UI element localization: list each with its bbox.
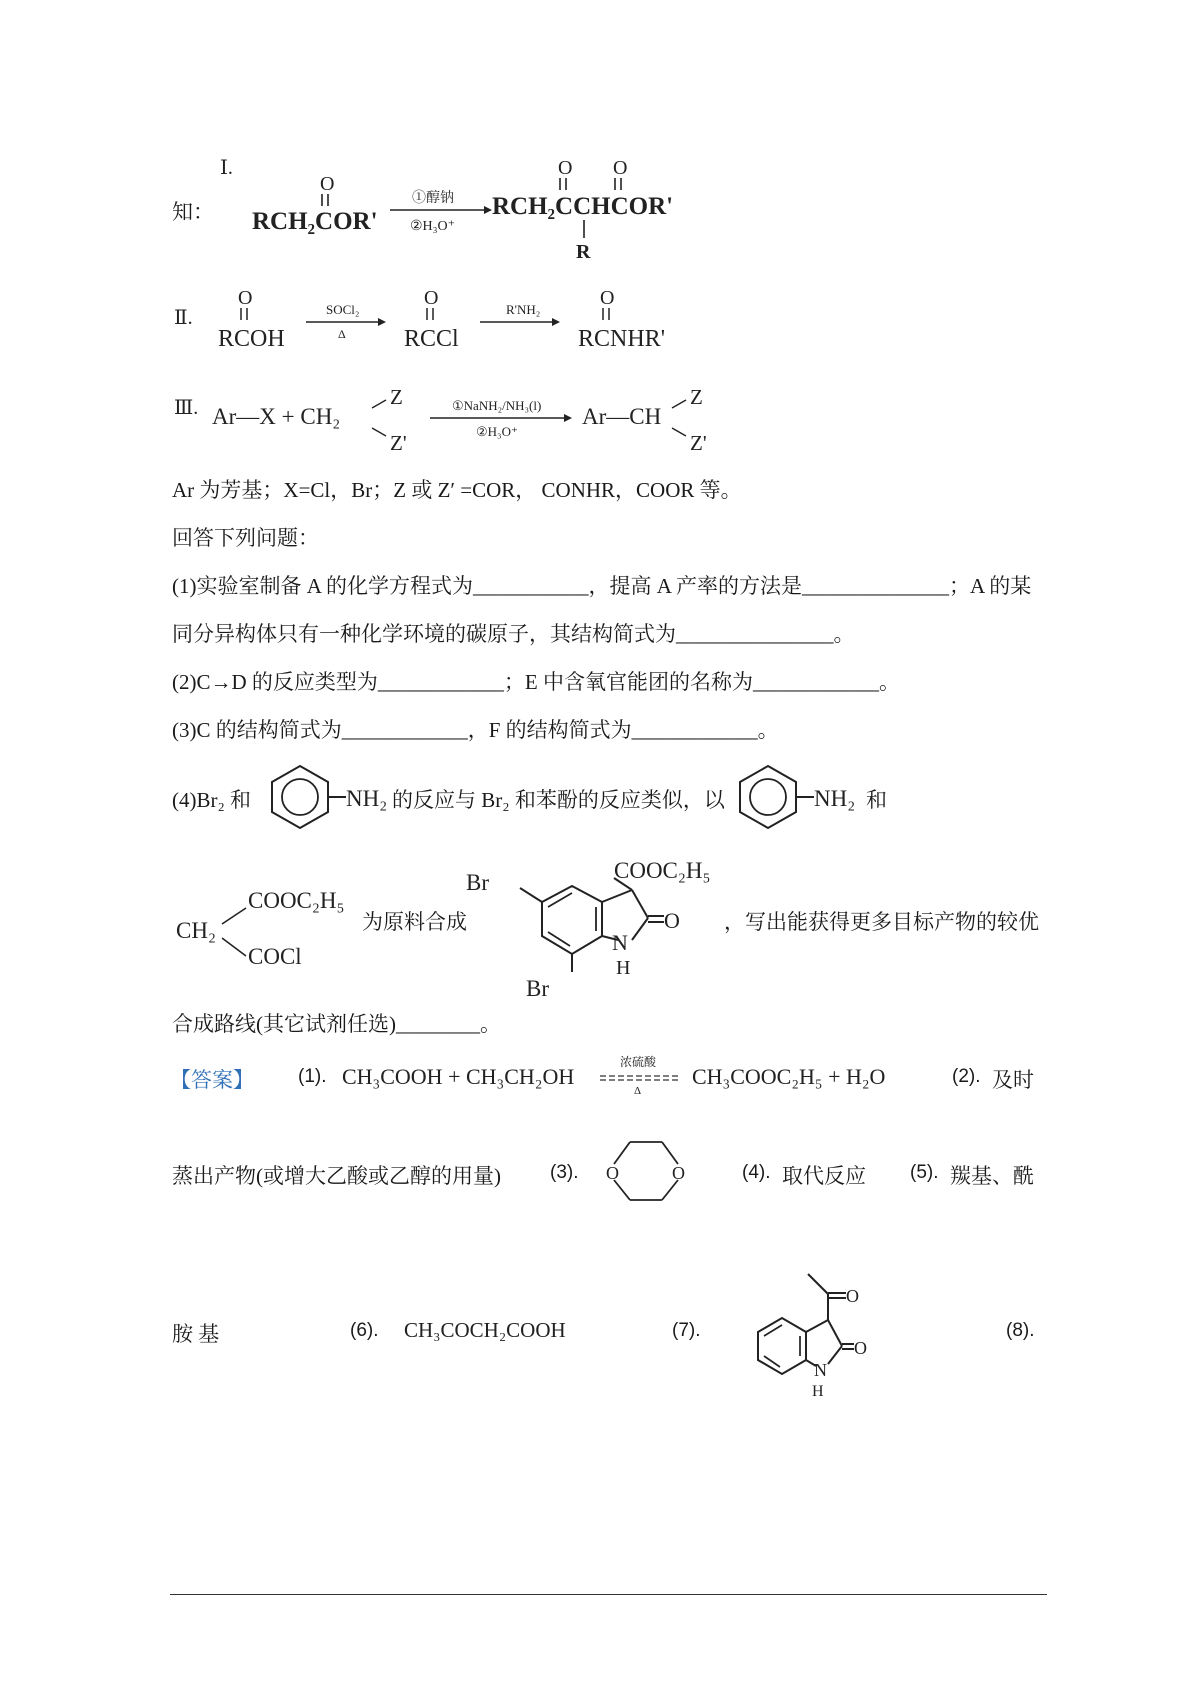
- r3-z2: Z': [390, 431, 407, 455]
- r1-num: Ⅰ.: [220, 157, 233, 179]
- r3-z4: Z': [690, 431, 707, 455]
- reaction-3: [172, 378, 742, 458]
- target-o-label: O: [664, 908, 680, 933]
- r2-amide: RCNHR': [578, 326, 666, 352]
- answer-5-number: (5).: [910, 1162, 939, 1183]
- known-note: Ar 为芳基；X=Cl，Br；Z 或 Z′ =COR， CONHR，COOR 等。: [172, 478, 742, 502]
- aniline-2-nh2-label: NH₂: [814, 786, 856, 811]
- r2-cond2: R'NH₂: [506, 302, 541, 317]
- r1-product: RCH₂CCHCOR': [492, 193, 674, 220]
- answer-1-number: (1).: [298, 1066, 327, 1087]
- ethyl-malonyl-chloride-structure: [176, 880, 366, 974]
- r1-cond-top: ①醇钠: [412, 191, 454, 206]
- dioxane-structure: [600, 1136, 696, 1206]
- malonate-ch2-label: CH₂: [176, 918, 216, 943]
- question-1-line-1: (1)实验室制备 A 的化学方程式为___________，提高 A 产率的方法是______________；A 的某: [172, 574, 1032, 598]
- r1-product-sub: R: [576, 241, 591, 263]
- r3-num: Ⅲ.: [174, 397, 199, 419]
- question-4-part-a: (4)Br₂ 和: [172, 788, 252, 812]
- acetyl-oxindole-o-ring: O: [854, 1338, 867, 1358]
- r3-z3: Z: [690, 385, 703, 409]
- question-4-line-3: 合成路线(其它试剂任选)________。: [172, 1012, 501, 1036]
- footer-rule: [170, 1594, 1047, 1595]
- question-2: (2)C→D 的反应类型为____________；E 中含氧官能团的名称为____________。: [172, 670, 900, 694]
- answer-2-number: (2).: [952, 1066, 981, 1087]
- r3-rhs: Ar—CH: [582, 404, 662, 429]
- r1-reactant: RCH₂COR': [252, 208, 378, 235]
- malonate-top-label: COOC₂H₅: [248, 888, 345, 913]
- acetyl-oxindole-o-acetyl: O: [846, 1286, 859, 1306]
- questions-intro: 回答下列问题：: [172, 526, 319, 550]
- svg-text:O: O: [320, 173, 335, 195]
- dioxane-o-right: O: [672, 1163, 685, 1183]
- r2-cond1: SOCl₂: [326, 302, 360, 317]
- answer-7-number: (7).: [672, 1320, 701, 1341]
- question-1-line-2: 同分异构体只有一种化学环境的碳原子，其结构简式为_______________。: [172, 622, 855, 646]
- malonate-bottom-label: COCl: [248, 944, 302, 969]
- answer-1-cond-bottom: Δ: [634, 1085, 642, 1097]
- answer-5-text-line-1: 羰基、酰: [950, 1164, 1034, 1188]
- answer-5-text-line-2: 胺 基: [172, 1322, 220, 1346]
- svg-text:O: O: [613, 157, 628, 179]
- acetyl-oxindole-h-label: H: [812, 1383, 824, 1400]
- answer-2-text-line-1: 及时: [992, 1068, 1034, 1092]
- r2-acid: RCOH: [218, 326, 285, 352]
- r2-cond1-bottom: Δ: [338, 327, 346, 341]
- target-h-label: H: [616, 957, 631, 979]
- answer-6-number: (6).: [350, 1320, 379, 1341]
- svg-text:O: O: [424, 287, 439, 309]
- aniline-structure-2: [730, 762, 870, 832]
- answer-4-number: (4).: [742, 1162, 771, 1183]
- aniline-structure: [262, 762, 392, 832]
- answer-3-number: (3).: [550, 1162, 579, 1183]
- r3-z: Z: [390, 385, 403, 409]
- answer-6-text: CH₃COCH₂COOH: [404, 1318, 566, 1342]
- r1-cond-bottom: ②H₃O⁺: [410, 219, 456, 234]
- question-4-part-d: 为原料合成: [362, 910, 467, 934]
- reaction-1: [218, 150, 698, 270]
- answer-1-cond-top: 浓硫酸: [620, 1055, 657, 1069]
- dioxane-o-left: O: [606, 1163, 619, 1183]
- question-4-part-b: 的反应与 Br₂ 和苯酚的反应类似，以: [392, 788, 725, 812]
- target-br-top: Br: [466, 870, 489, 895]
- svg-text:O: O: [238, 287, 253, 309]
- target-br-bottom: Br: [526, 976, 549, 1000]
- acetyl-oxindole-n-label: N: [814, 1360, 827, 1380]
- answer-8-number: (8).: [1006, 1320, 1035, 1341]
- r2-chloride: RCCl: [404, 326, 459, 352]
- target-ester-label: COOC₂H₅: [614, 858, 711, 883]
- r3-lhs: Ar—X + CH₂: [212, 404, 341, 429]
- answer-label: 【答案】: [170, 1068, 254, 1092]
- known-prefix: 知：: [172, 200, 214, 224]
- answer-1-lhs: CH₃COOH + CH₃CH₂OH: [342, 1064, 575, 1089]
- target-dibromo-oxindole-structure: [460, 850, 740, 1000]
- aniline-nh2-label: NH₂: [346, 786, 388, 811]
- r3-cond-top: ①NaNH₂/NH₃(l): [452, 398, 542, 413]
- svg-text:O: O: [558, 157, 573, 179]
- question-3: (3)C 的结构简式为____________，F 的结构简式为____________。: [172, 718, 779, 742]
- reaction-2: [172, 280, 692, 360]
- answer-2-text-line-2: 蒸出产物(或增大乙酸或乙醇的用量): [172, 1164, 501, 1188]
- r2-num: Ⅱ.: [174, 307, 193, 329]
- answer-1-rhs: CH₃COOC₂H₅ + H₂O: [692, 1064, 886, 1089]
- answer-4-text: 取代反应: [782, 1164, 866, 1188]
- r3-cond-bottom: ②H₃O⁺: [476, 424, 518, 439]
- answer-1-arrow: [594, 1052, 684, 1098]
- acetyl-oxindole-structure: [724, 1262, 884, 1402]
- svg-text:O: O: [600, 287, 615, 309]
- question-4-part-e: ，写出能获得更多目标产物的较优: [724, 910, 1039, 934]
- question-4-part-c: 和: [866, 788, 887, 812]
- target-n-label: N: [612, 930, 628, 955]
